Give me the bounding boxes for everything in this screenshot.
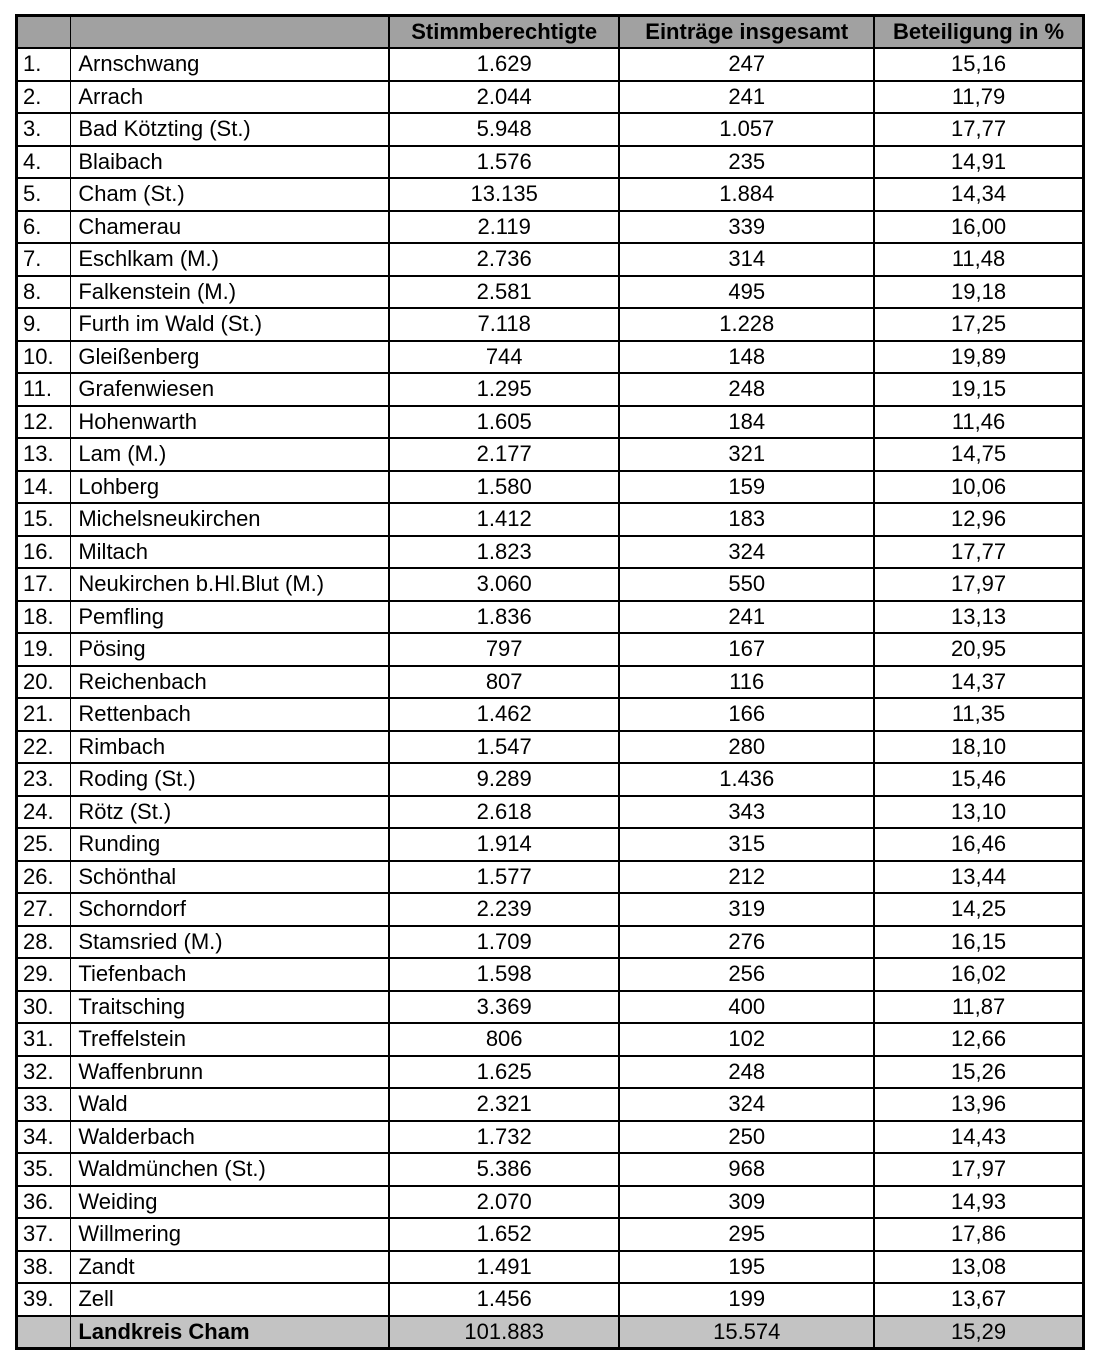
stimmberechtigte-cell: 3.060 [389,568,620,601]
beteiligung-cell: 11,48 [874,243,1083,276]
eintraege-cell: 1.884 [619,178,874,211]
beteiligung-cell: 14,43 [874,1121,1083,1154]
table-row [17,861,1084,894]
stimmberechtigte-cell: 1.547 [389,731,620,764]
table-row [17,698,1084,731]
municipality-name-cell: Rimbach [71,731,389,764]
beteiligung-cell: 14,93 [874,1186,1083,1219]
table-row [17,1088,1084,1121]
table-row [17,633,1084,666]
row-number-cell: 19. [17,633,71,666]
table-row [17,893,1084,926]
row-number-cell: 34. [17,1121,71,1154]
table-row [17,438,1084,471]
column-header: Stimmberechtigte [389,16,620,49]
table-row [17,1283,1084,1316]
eintraege-cell: 184 [619,406,874,439]
column-header: Einträge insgesamt [619,16,874,49]
stimmberechtigte-cell: 5.948 [389,113,620,146]
beteiligung-cell: 17,77 [874,536,1083,569]
stimmberechtigte-cell: 1.295 [389,373,620,406]
table-row [17,81,1084,114]
municipality-name-cell: Arrach [71,81,389,114]
beteiligung-cell: 14,91 [874,146,1083,179]
table-row [17,113,1084,146]
table-row [17,666,1084,699]
stimmberechtigte-cell: 7.118 [389,308,620,341]
stimmberechtigte-cell: 1.577 [389,861,620,894]
table-row [17,828,1084,861]
row-number-cell: 6. [17,211,71,244]
stimmberechtigte-cell: 9.289 [389,763,620,796]
eintraege-cell: 1.228 [619,308,874,341]
table-row [17,731,1084,764]
header-row [17,16,1084,49]
beteiligung-cell: 13,96 [874,1088,1083,1121]
stimmberechtigte-cell: 1.576 [389,146,620,179]
beteiligung-cell: 16,46 [874,828,1083,861]
eintraege-cell: 250 [619,1121,874,1154]
eintraege-cell: 319 [619,893,874,926]
eintraege-cell: 183 [619,503,874,536]
beteiligung-cell: 12,96 [874,503,1083,536]
municipality-name-cell: Blaibach [71,146,389,179]
row-number-cell: 30. [17,991,71,1024]
beteiligung-cell: 17,77 [874,113,1083,146]
beteiligung-cell: 17,25 [874,308,1083,341]
table-footer [17,1316,1084,1349]
municipality-name-cell: Runding [71,828,389,861]
municipality-name-cell: Zandt [71,1251,389,1284]
table-row [17,926,1084,959]
beteiligung-cell: 13,13 [874,601,1083,634]
municipality-name-cell: Roding (St.) [71,763,389,796]
table-row [17,991,1084,1024]
row-number-cell: 35. [17,1153,71,1186]
stimmberechtigte-cell: 5.386 [389,1153,620,1186]
beteiligung-cell: 13,08 [874,1251,1083,1284]
beteiligung-cell: 15,26 [874,1056,1083,1089]
table-row [17,1218,1084,1251]
table-row [17,471,1084,504]
row-number-cell: 7. [17,243,71,276]
eintraege-cell: 1.436 [619,763,874,796]
beteiligung-cell: 14,34 [874,178,1083,211]
table-row [17,503,1084,536]
stimmberechtigte-cell: 13.135 [389,178,620,211]
municipality-name-cell: Traitsching [71,991,389,1024]
eintraege-cell: 295 [619,1218,874,1251]
municipality-name-cell: Zell [71,1283,389,1316]
stimmberechtigte-cell: 744 [389,341,620,374]
municipality-name-cell: Grafenwiesen [71,373,389,406]
row-number-cell [17,1316,71,1349]
stimmberechtigte-cell: 797 [389,633,620,666]
table-row [17,958,1084,991]
stimmberechtigte-cell: 2.119 [389,211,620,244]
municipality-results-table [15,14,1085,1350]
row-number-cell: 29. [17,958,71,991]
stimmberechtigte-cell: 1.823 [389,536,620,569]
table-row [17,1251,1084,1284]
row-number-cell: 22. [17,731,71,764]
eintraege-cell: 280 [619,731,874,764]
eintraege-cell: 102 [619,1023,874,1056]
table-row [17,211,1084,244]
municipality-name-cell: Miltach [71,536,389,569]
row-number-cell: 1. [17,48,71,81]
eintraege-cell: 241 [619,601,874,634]
beteiligung-cell: 13,67 [874,1283,1083,1316]
eintraege-cell: 212 [619,861,874,894]
eintraege-cell: 309 [619,1186,874,1219]
table-row [17,48,1084,81]
table-row [17,276,1084,309]
municipality-name-cell: Treffelstein [71,1023,389,1056]
beteiligung-cell: 13,44 [874,861,1083,894]
beteiligung-cell: 12,66 [874,1023,1083,1056]
table-row [17,308,1084,341]
beteiligung-cell: 19,18 [874,276,1083,309]
municipality-name-cell: Stamsried (M.) [71,926,389,959]
stimmberechtigte-cell: 806 [389,1023,620,1056]
stimmberechtigte-cell: 1.412 [389,503,620,536]
beteiligung-cell: 19,15 [874,373,1083,406]
table-header [17,16,1084,49]
beteiligung-cell: 11,35 [874,698,1083,731]
beteiligung-cell: 13,10 [874,796,1083,829]
beteiligung-cell: 20,95 [874,633,1083,666]
stimmberechtigte-cell: 807 [389,666,620,699]
row-number-cell: 13. [17,438,71,471]
row-number-cell: 12. [17,406,71,439]
table-row [17,1153,1084,1186]
municipality-name-cell: Willmering [71,1218,389,1251]
beteiligung-cell: 17,86 [874,1218,1083,1251]
stimmberechtigte-cell: 2.177 [389,438,620,471]
eintraege-cell: 339 [619,211,874,244]
eintraege-cell: 199 [619,1283,874,1316]
municipality-name-cell: Gleißenberg [71,341,389,374]
municipality-name-cell: Bad Kötzting (St.) [71,113,389,146]
stimmberechtigte-cell: 1.491 [389,1251,620,1284]
municipality-name-cell: Rettenbach [71,698,389,731]
stimmberechtigte-cell: 1.625 [389,1056,620,1089]
stimmberechtigte-cell: 2.581 [389,276,620,309]
table-row [17,763,1084,796]
eintraege-cell: 324 [619,536,874,569]
beteiligung-cell: 16,15 [874,926,1083,959]
stimmberechtigte-cell: 2.736 [389,243,620,276]
row-number-cell: 25. [17,828,71,861]
row-number-cell: 14. [17,471,71,504]
row-number-cell: 18. [17,601,71,634]
eintraege-cell: 248 [619,373,874,406]
table-row [17,1121,1084,1154]
stimmberechtigte-cell: 1.598 [389,958,620,991]
eintraege-cell: 247 [619,48,874,81]
row-number-cell: 26. [17,861,71,894]
stimmberechtigte-cell: 1.605 [389,406,620,439]
table-row [17,536,1084,569]
stimmberechtigte-cell: 1.580 [389,471,620,504]
stimmberechtigte-cell: 2.070 [389,1186,620,1219]
table-row [17,178,1084,211]
stimmberechtigte-cell: 101.883 [389,1316,620,1349]
row-number-cell: 33. [17,1088,71,1121]
beteiligung-cell: 14,37 [874,666,1083,699]
eintraege-cell: 324 [619,1088,874,1121]
eintraege-cell: 256 [619,958,874,991]
row-number-cell: 3. [17,113,71,146]
column-header [17,16,71,49]
eintraege-cell: 159 [619,471,874,504]
municipality-name-cell: Neukirchen b.Hl.Blut (M.) [71,568,389,601]
stimmberechtigte-cell: 1.709 [389,926,620,959]
row-number-cell: 8. [17,276,71,309]
table-row [17,796,1084,829]
table-row [17,568,1084,601]
footer-row [17,1316,1084,1349]
table-row [17,341,1084,374]
table-body [17,48,1084,1316]
beteiligung-cell: 15,46 [874,763,1083,796]
stimmberechtigte-cell: 1.836 [389,601,620,634]
municipality-name-cell: Chamerau [71,211,389,244]
eintraege-cell: 276 [619,926,874,959]
row-number-cell: 11. [17,373,71,406]
row-number-cell: 15. [17,503,71,536]
column-header [71,16,389,49]
eintraege-cell: 400 [619,991,874,1024]
eintraege-cell: 550 [619,568,874,601]
table-row [17,373,1084,406]
eintraege-cell: 241 [619,81,874,114]
beteiligung-cell: 17,97 [874,568,1083,601]
eintraege-cell: 166 [619,698,874,731]
row-number-cell: 36. [17,1186,71,1219]
row-number-cell: 23. [17,763,71,796]
row-number-cell: 20. [17,666,71,699]
municipality-name-cell: Waldmünchen (St.) [71,1153,389,1186]
municipality-name-cell: Lohberg [71,471,389,504]
beteiligung-cell: 15,29 [874,1316,1083,1349]
row-number-cell: 38. [17,1251,71,1284]
stimmberechtigte-cell: 1.652 [389,1218,620,1251]
municipality-name-cell: Hohenwarth [71,406,389,439]
municipality-name-cell: Furth im Wald (St.) [71,308,389,341]
beteiligung-cell: 16,00 [874,211,1083,244]
beteiligung-cell: 16,02 [874,958,1083,991]
municipality-name-cell: Falkenstein (M.) [71,276,389,309]
beteiligung-cell: 15,16 [874,48,1083,81]
row-number-cell: 39. [17,1283,71,1316]
beteiligung-cell: 14,75 [874,438,1083,471]
table-row [17,601,1084,634]
municipality-name-cell: Wald [71,1088,389,1121]
table-row [17,1056,1084,1089]
beteiligung-cell: 11,79 [874,81,1083,114]
eintraege-cell: 148 [619,341,874,374]
row-number-cell: 32. [17,1056,71,1089]
row-number-cell: 17. [17,568,71,601]
municipality-name-cell: Rötz (St.) [71,796,389,829]
eintraege-cell: 235 [619,146,874,179]
row-number-cell: 16. [17,536,71,569]
row-number-cell: 31. [17,1023,71,1056]
stimmberechtigte-cell: 2.239 [389,893,620,926]
stimmberechtigte-cell: 2.044 [389,81,620,114]
municipality-name-cell: Cham (St.) [71,178,389,211]
stimmberechtigte-cell: 1.462 [389,698,620,731]
row-number-cell: 24. [17,796,71,829]
table-row [17,1023,1084,1056]
column-header: Beteiligung in % [874,16,1083,49]
beteiligung-cell: 17,97 [874,1153,1083,1186]
stimmberechtigte-cell: 1.456 [389,1283,620,1316]
eintraege-cell: 15.574 [619,1316,874,1349]
stimmberechtigte-cell: 2.618 [389,796,620,829]
beteiligung-cell: 19,89 [874,341,1083,374]
eintraege-cell: 116 [619,666,874,699]
municipality-name-cell: Eschlkam (M.) [71,243,389,276]
row-number-cell: 10. [17,341,71,374]
eintraege-cell: 321 [619,438,874,471]
row-number-cell: 37. [17,1218,71,1251]
table-row [17,243,1084,276]
beteiligung-cell: 10,06 [874,471,1083,504]
table-row [17,1186,1084,1219]
eintraege-cell: 314 [619,243,874,276]
stimmberechtigte-cell: 3.369 [389,991,620,1024]
beteiligung-cell: 14,25 [874,893,1083,926]
municipality-name-cell: Pösing [71,633,389,666]
municipality-name-cell: Michelsneukirchen [71,503,389,536]
municipality-name-cell: Landkreis Cham [71,1316,389,1349]
stimmberechtigte-cell: 1.732 [389,1121,620,1154]
eintraege-cell: 167 [619,633,874,666]
municipality-name-cell: Schönthal [71,861,389,894]
table-row [17,406,1084,439]
eintraege-cell: 315 [619,828,874,861]
table-row [17,146,1084,179]
row-number-cell: 28. [17,926,71,959]
beteiligung-cell: 11,46 [874,406,1083,439]
municipality-name-cell: Reichenbach [71,666,389,699]
municipality-name-cell: Waffenbrunn [71,1056,389,1089]
stimmberechtigte-cell: 2.321 [389,1088,620,1121]
beteiligung-cell: 11,87 [874,991,1083,1024]
row-number-cell: 27. [17,893,71,926]
eintraege-cell: 343 [619,796,874,829]
row-number-cell: 5. [17,178,71,211]
municipality-name-cell: Pemfling [71,601,389,634]
eintraege-cell: 495 [619,276,874,309]
municipality-name-cell: Weiding [71,1186,389,1219]
eintraege-cell: 248 [619,1056,874,1089]
row-number-cell: 4. [17,146,71,179]
municipality-name-cell: Tiefenbach [71,958,389,991]
municipality-name-cell: Walderbach [71,1121,389,1154]
row-number-cell: 2. [17,81,71,114]
municipality-name-cell: Schorndorf [71,893,389,926]
row-number-cell: 9. [17,308,71,341]
municipality-name-cell: Lam (M.) [71,438,389,471]
beteiligung-cell: 18,10 [874,731,1083,764]
eintraege-cell: 1.057 [619,113,874,146]
eintraege-cell: 195 [619,1251,874,1284]
stimmberechtigte-cell: 1.914 [389,828,620,861]
municipality-name-cell: Arnschwang [71,48,389,81]
eintraege-cell: 968 [619,1153,874,1186]
row-number-cell: 21. [17,698,71,731]
stimmberechtigte-cell: 1.629 [389,48,620,81]
